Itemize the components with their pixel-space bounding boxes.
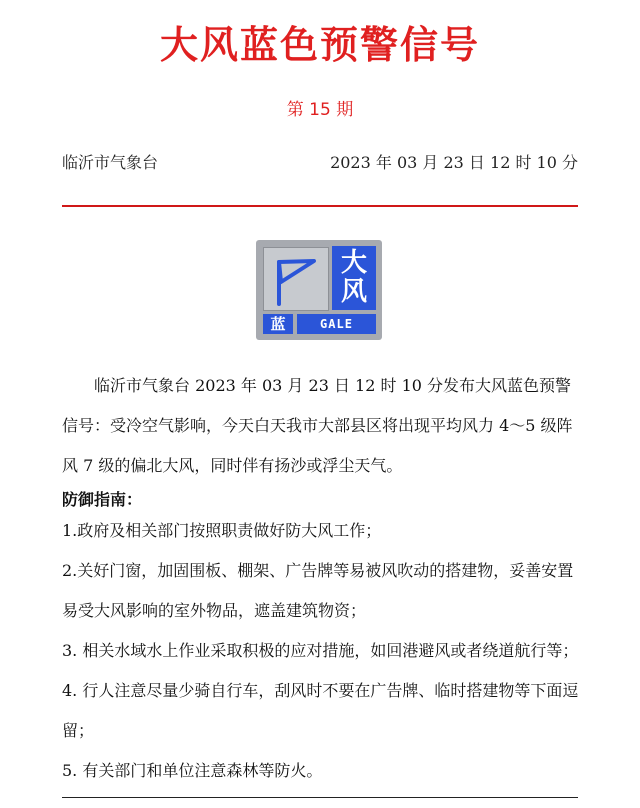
warning-paragraph: 临沂市气象台 2023 年 03 月 23 日 12 时 10 分发布大风蓝色预警信号：受冷空气影响，今天白天我市大部县区将出现平均风力 4～5 级阵风 7 级的偏北大风，同时伴有扬沙或浮尘天气。: [62, 376, 573, 475]
guide-item: 1.政府及相关部门按照职责做好防大风工作；: [62, 521, 382, 540]
guide-item: 4. 行人注意尽量少骑自行车，刮风时不要在广告牌、临时搭建物等下面逗留；: [62, 681, 579, 740]
warning-title: 大风蓝色预警信号: [159, 23, 480, 67]
gale-blue-warning-badge: [256, 240, 382, 340]
footer-divider: [62, 797, 578, 798]
wind-flag-icon: [263, 247, 329, 311]
guide-item: 3. 相关水域水上作业采取积极的应对措施，如回港避风或者绕道航行等；: [62, 641, 579, 660]
guide-item: 2.关好门窗，加固围板、棚架、广告牌等易被风吹动的搭建物，妥善安置易受大风影响的室外物品，遮盖建筑物资；: [62, 561, 574, 620]
badge-english-label: GALE: [297, 314, 376, 334]
header-divider: [62, 205, 578, 207]
guide-list: [62, 511, 582, 791]
guide-item: 5. 有关部门和单位注意森林等防火。: [62, 761, 323, 780]
issuer-name: 临沂市气象台: [62, 153, 159, 172]
badge-text-block: [332, 246, 376, 310]
issue-datetime: 2023 年 03 月 23 日 12 时 10 分: [330, 153, 578, 172]
issue-number: 第 15 期: [286, 100, 354, 120]
badge-char-bottom: 风: [340, 277, 367, 307]
guide-heading: 防御指南：: [62, 490, 143, 509]
badge-char-top: 大: [340, 248, 367, 278]
badge-color-label: 蓝: [263, 314, 293, 334]
